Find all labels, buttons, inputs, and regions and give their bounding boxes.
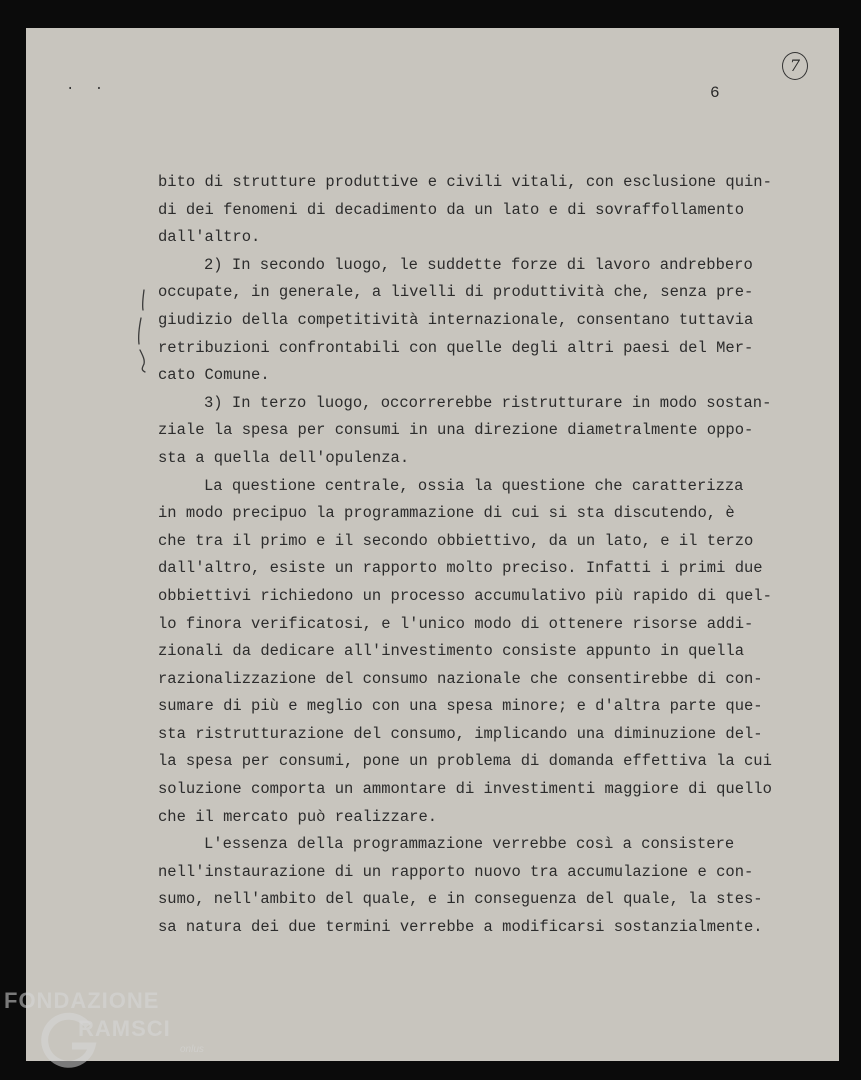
watermark-suffix: onlus (180, 1044, 204, 1055)
typed-text-body (158, 169, 783, 942)
watermark-line1: FONDAZIONE (4, 988, 160, 1013)
text-line: dall'altro, esiste un rapporto molto preciso. Infatti i primi due (158, 559, 763, 578)
text-line: zionali da dedicare all'investimento consiste appunto in quella (158, 642, 744, 661)
text-line: sta a quella dell'opulenza. (158, 448, 410, 467)
text-line: occupate, in generale, a livelli di produttività che, senza pre- (158, 283, 754, 302)
text-line: razionalizzazione del consumo nazionale che consentirebbe di con- (158, 669, 763, 688)
text-line: sumare di più e meglio con una spesa minore; e d'altra parte que- (158, 697, 763, 716)
fondazione-gramsci-watermark (4, 986, 224, 1076)
text-line: obbiettivi richiedono un processo accumulativo più rapido di quel- (158, 586, 772, 605)
text-line: ziale la spesa per consumi in una direzione diametralmente oppo- (158, 421, 754, 440)
header-dots: . . (66, 78, 110, 94)
text-line: di dei fenomeni di decadimento da un lato e di sovraffollamento (158, 200, 744, 219)
text-line: cato Comune. (158, 366, 270, 385)
page-number: 6 (710, 84, 720, 102)
text-line: bito di strutture produttive e civili vitali, con esclusione quin- (158, 173, 772, 191)
text-line: sa natura dei due termini verrebbe a modificarsi sostanzialmente. (158, 918, 763, 937)
text-line: L'essenza della programmazione verrebbe così a consistere (204, 835, 735, 854)
text-line: nell'instaurazione di un rapporto nuovo tra accumulazione e con- (158, 862, 754, 881)
watermark-line2: RAMSCI (78, 1016, 171, 1041)
text-line: che il mercato può realizzare. (158, 807, 438, 826)
text-line: la spesa per consumi, pone un problema di domanda effettiva la cui (158, 752, 772, 771)
text-line: giudizio della competitività internazionale, consentano tuttavia (158, 310, 754, 329)
text-line: lo finora verificatosi, e l'unico modo di ottenere risorse addi- (158, 614, 754, 633)
text-line: sta ristrutturazione del consumo, implicando una diminuzione del- (158, 724, 763, 743)
text-line: dall'altro. (158, 228, 261, 247)
text-line: 2) In secondo luogo, le suddette forze di lavoro andrebbero (204, 255, 753, 274)
text-line: in modo precipuo la programmazione di cui si sta discutendo, è (158, 504, 735, 523)
text-line: sumo, nell'ambito del quale, e in conseguenza del quale, la stes- (158, 890, 763, 909)
handwritten-margin-mark (132, 288, 154, 374)
text-line: che tra il primo e il secondo obbiettivo, da un lato, e il terzo (158, 531, 754, 550)
text-line: 3) In terzo luogo, occorrerebbe ristrutturare in modo sostan- (204, 393, 772, 412)
text-line: La questione centrale, ossia la questione che caratterizza (204, 476, 744, 495)
text-line: soluzione comporta un ammontare di investimenti maggiore di quello (158, 780, 772, 799)
archive-number-circled: 7 (782, 52, 808, 80)
text-line: retribuzioni confrontabili con quelle degli altri paesi del Mer- (158, 338, 754, 357)
